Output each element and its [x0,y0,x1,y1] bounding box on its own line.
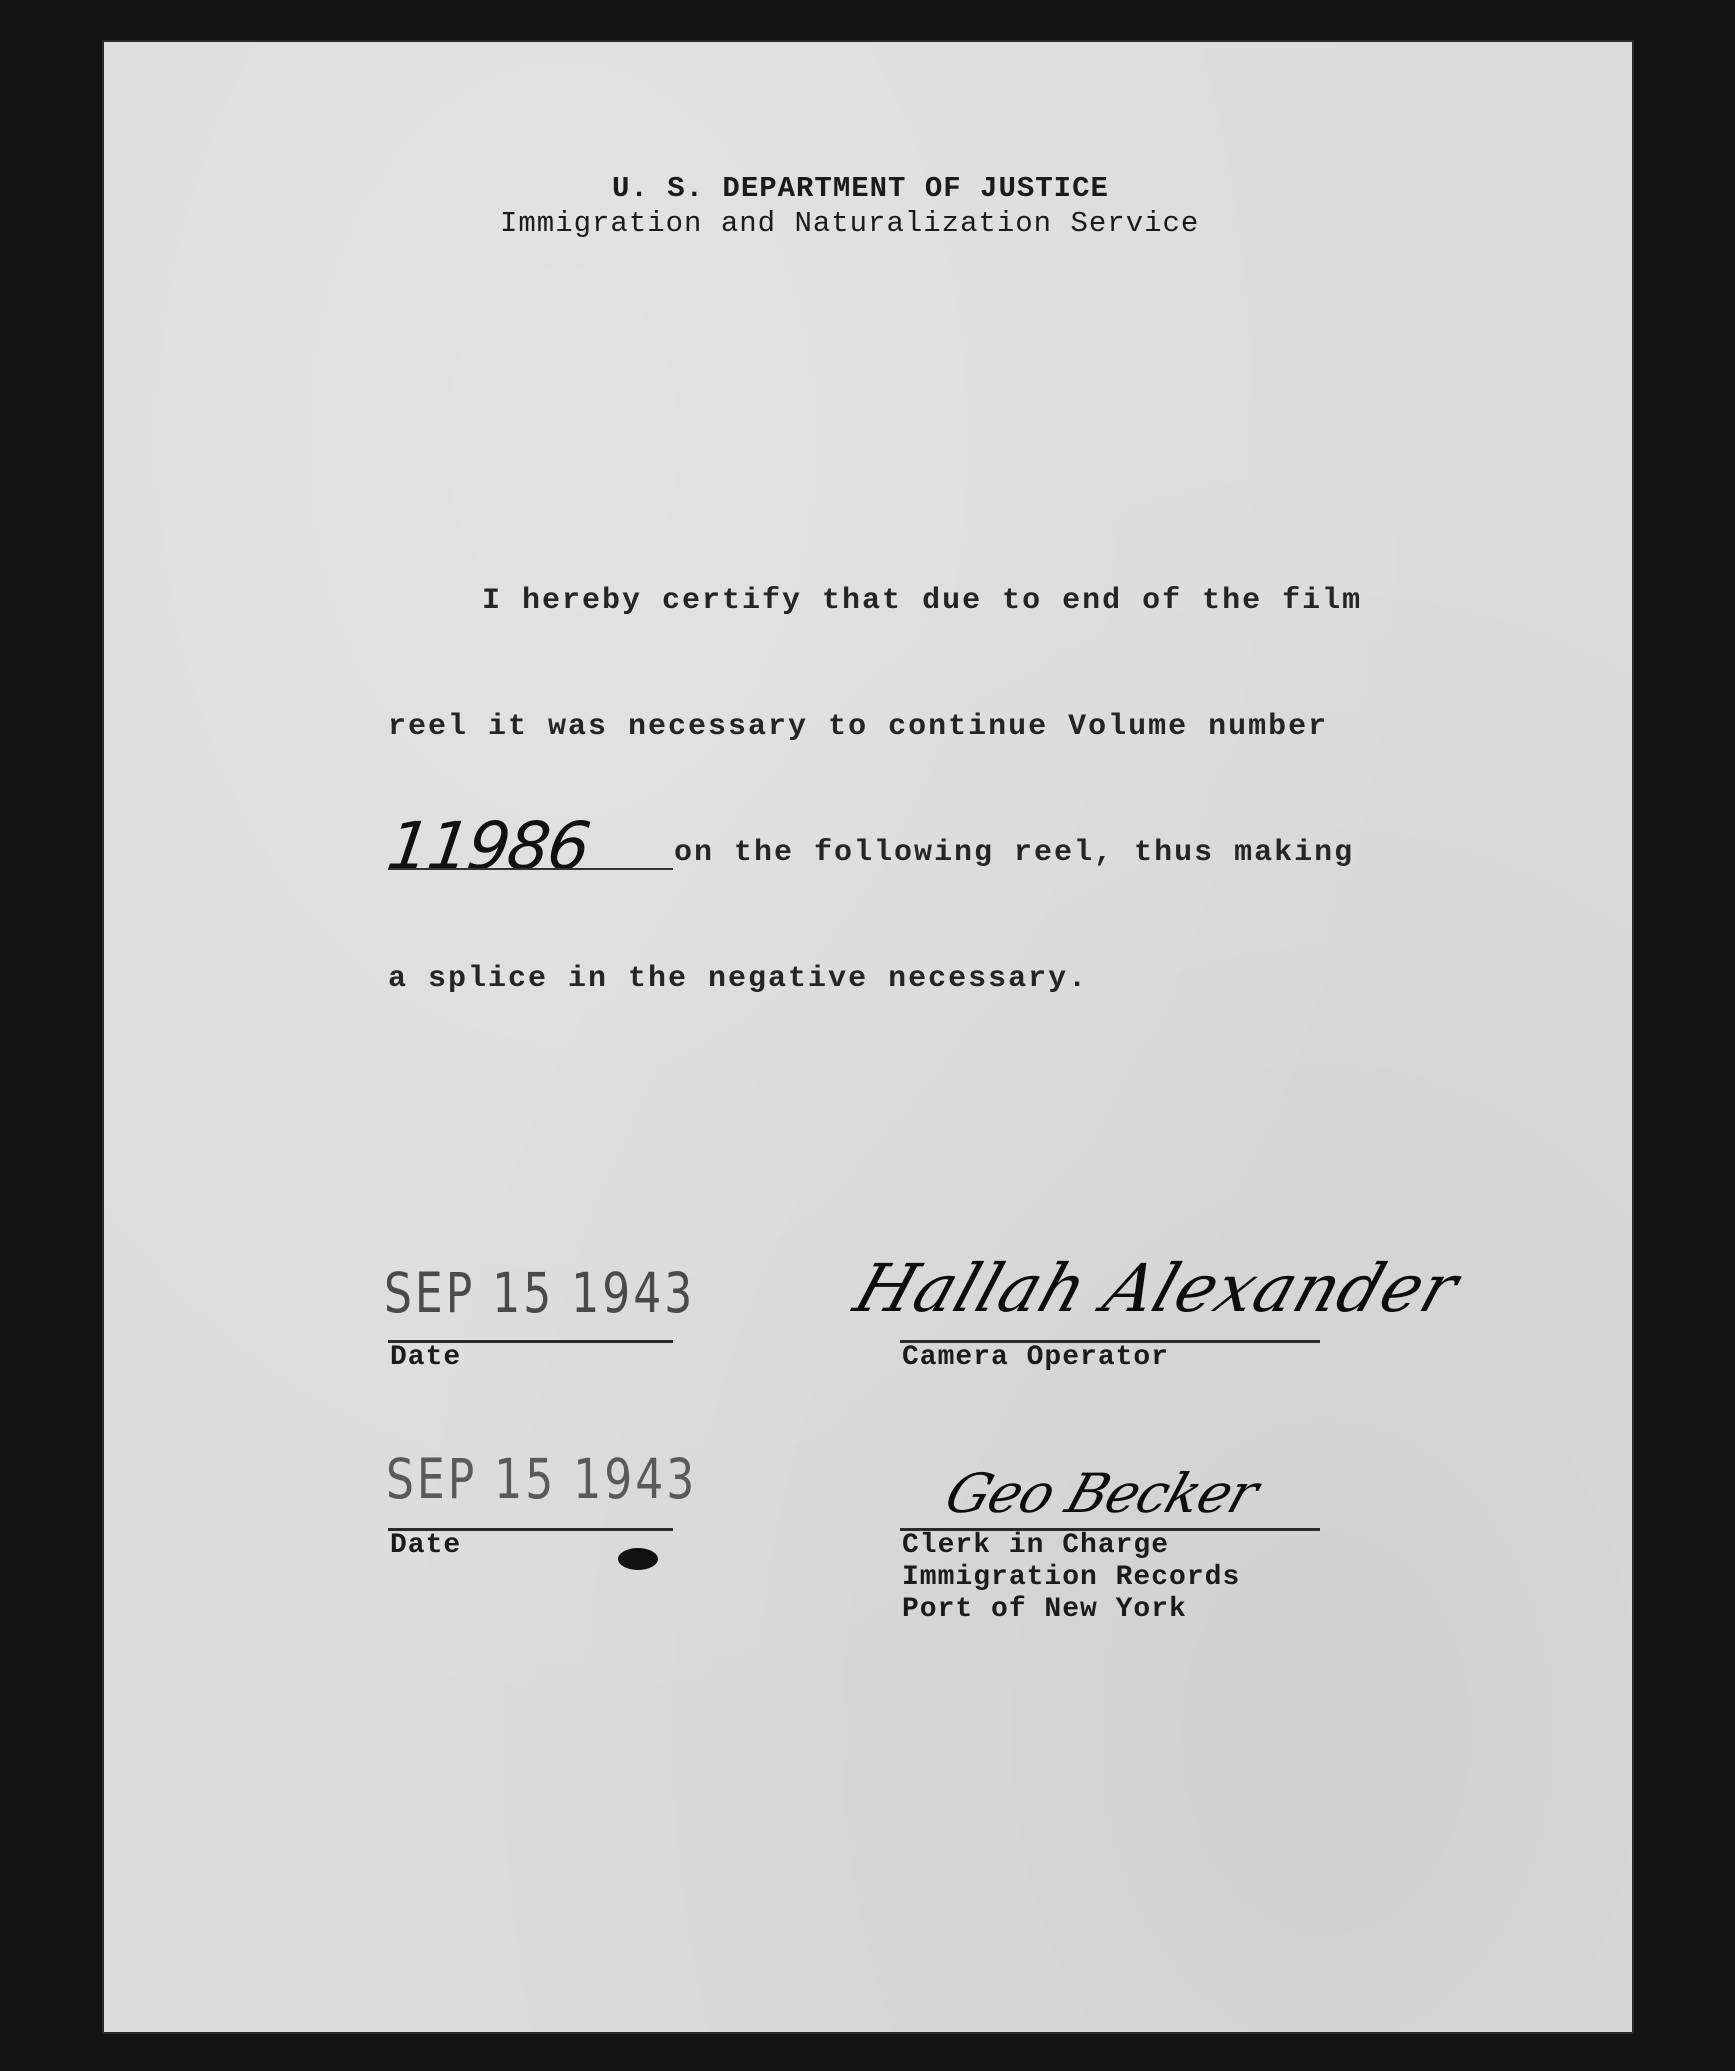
date-stamp-2: SEP 15 1943 [386,1448,698,1512]
document-page [104,42,1632,2032]
ink-blot [618,1548,658,1570]
certification-line-1: I hereby certify that due to end of the film [482,584,1363,618]
date-label-1: Date [390,1342,462,1373]
volume-number-handwritten: 11986 [382,808,594,885]
certification-line-2: reel it was necessary to continue Volume number [388,710,1329,744]
volume-number-underline [388,868,673,870]
clerk-signature: Geo Becker [937,1462,1266,1525]
clerk-title-label: Clerk in Charge [902,1530,1170,1561]
certification-line-4: a splice in the negative necessary. [388,962,1089,996]
certification-line-3: on the following reel, thus making [674,836,1355,870]
camera-operator-label: Camera Operator [902,1342,1170,1373]
clerk-department-label: Immigration Records [902,1562,1241,1593]
date-label-2: Date [390,1530,462,1561]
clerk-port-label: Port of New York [902,1594,1187,1625]
service-subtitle: Immigration and Naturalization Service [500,207,1200,240]
camera-operator-signature: Hallah Alexander [845,1250,1469,1327]
department-title: U. S. DEPARTMENT OF JUSTICE [612,172,1109,205]
date-stamp-1: SEP 15 1943 [384,1262,696,1326]
